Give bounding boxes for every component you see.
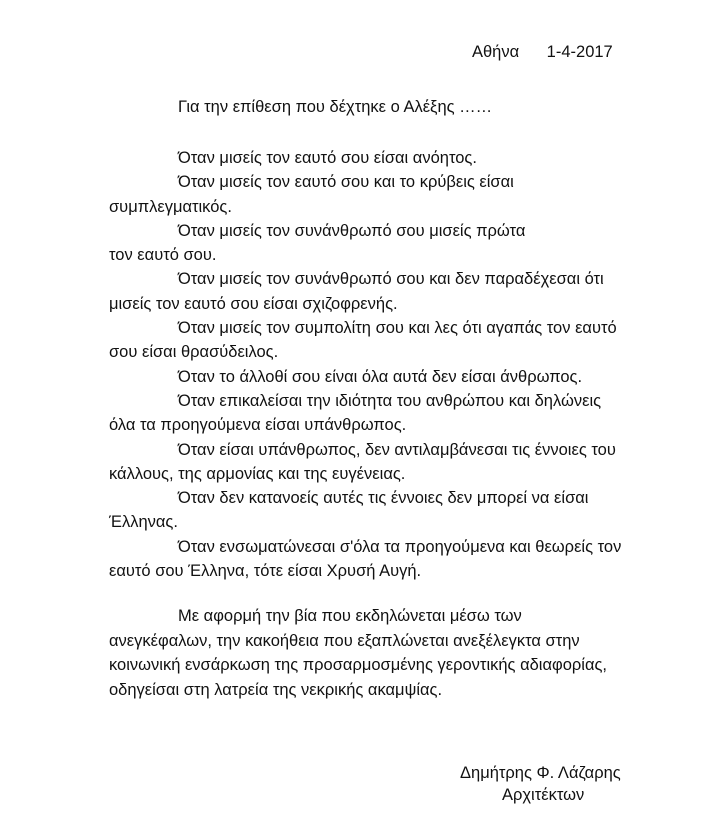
poem-line: Όταν μισείς τον συμπολίτη σου και λες ότι αγαπάς τον εαυτό <box>178 319 617 338</box>
date-line <box>472 43 613 62</box>
poem-line: Όταν ενσωματώνεσαι σ'όλα τα προηγούμενα και θεωρείς τον <box>178 537 622 556</box>
poem-line: εαυτό σου Έλληνα, τότε είσαι Χρυσή Αυγή. <box>109 562 422 581</box>
closing-paragraph <box>109 604 669 702</box>
poem-line: Όταν είσαι υπάνθρωπος, δεν αντιλαμβάνεσαι τις έννοιες του <box>178 440 616 459</box>
poem-line: κάλλους, της αρμονίας και της ευγένειας. <box>109 464 406 483</box>
place-name: Αθήνα <box>472 43 520 61</box>
intro-line: Για την επίθεση που δέχτηκε ο Αλέξης …… <box>178 98 493 116</box>
letter-date: 1-4-2017 <box>546 43 613 61</box>
poem-line: Όταν μισείς τον εαυτό σου είσαι ανόητος. <box>178 149 477 167</box>
poem-line: Όταν μισείς τον συνάνθρωπό σου και δεν παραδέχεσαι ότι <box>178 270 604 289</box>
poem-line: Όταν μισείς τον συνάνθρωπό σου μισείς πρώτα <box>178 221 526 240</box>
poem-line: Όταν επικαλείσαι την ιδιότητα του ανθρώπου και δηλώνεις <box>178 391 602 410</box>
closing-line: οδηγείσαι στη λατρεία της νεκρικής ακαμψίας. <box>109 680 443 699</box>
poem-line: Έλληνας. <box>109 513 178 532</box>
poem-line: Όταν δεν κατανοείς αυτές τις έννοιες δεν μπορεί να είσαι <box>178 489 589 508</box>
signature-title: Αρχιτέκτων <box>502 786 585 804</box>
closing-line: ανεγκέφαλων, την κακοήθεια που εξαπλώνεται ανεξέλεγκτα στην <box>109 631 580 650</box>
poem-line: σου είσαι θρασύδειλος. <box>109 343 279 362</box>
signature-block <box>460 762 640 806</box>
poem-line: Όταν μισείς τον εαυτό σου και το κρύβεις είσαι <box>178 173 514 192</box>
closing-line: κοινωνική ενσάρκωση της προσαρμοσμένης γεροντικής αδιαφορίας, <box>109 656 608 674</box>
poem-line: μισείς τον εαυτό σου είσαι σχιζοφρενής. <box>109 294 398 313</box>
poem-body <box>109 146 669 583</box>
poem-line: συμπλεγματικός. <box>109 197 232 216</box>
poem-line: όλα τα προηγούμενα είσαι υπάνθρωπος. <box>109 416 407 435</box>
closing-line: Με αφορμή την βία που εκδηλώνεται μέσω των <box>178 607 522 625</box>
signature-name: Δημήτρης Φ. Λάζαρης <box>460 764 621 782</box>
poem-line: τον εαυτό σου. <box>109 246 217 265</box>
poem-line: Όταν το άλλοθί σου είναι όλα αυτά δεν είσαι άνθρωπος. <box>178 367 583 386</box>
